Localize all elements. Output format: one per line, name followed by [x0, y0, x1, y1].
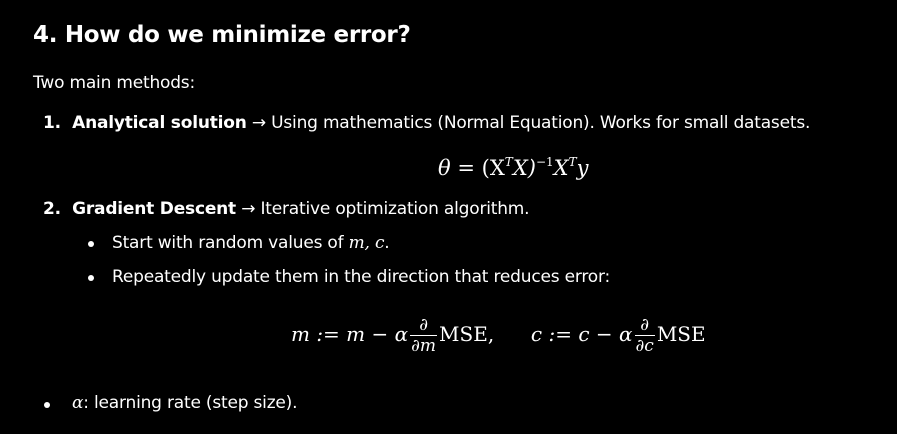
formula-x: X	[553, 156, 569, 180]
method-1-text: Using mathematics (Normal Equation). Works for small datasets.	[271, 113, 811, 133]
update-rules	[291, 315, 706, 356]
bullet-1-end: .	[384, 233, 390, 253]
equals-sign: =	[457, 156, 475, 180]
transpose-1: T	[504, 155, 513, 169]
method-2-arrow: →	[241, 199, 256, 219]
intro-text: Two main methods:	[33, 73, 195, 93]
transpose-2: T	[568, 155, 577, 169]
bullet-dot	[88, 241, 94, 247]
bullet-dot	[44, 402, 50, 408]
c-update-lhs: c := c − α	[530, 322, 633, 346]
method-1-line	[43, 113, 810, 133]
alpha-note-text: : learning rate (step size).	[83, 393, 298, 413]
alpha-note	[72, 393, 297, 413]
method-2-text: Iterative optimization algorithm.	[260, 199, 530, 219]
bullet-item-2: Repeatedly update them in the direction that reduces error:	[112, 267, 610, 287]
partial-m-fraction: $\frac{\partial}{\partial m}$	[411, 315, 437, 356]
bullet-item-1	[112, 233, 390, 253]
formula-mid: X)	[512, 156, 536, 180]
partial-c-fraction: $\frac{\partial}{\partial c}$	[635, 315, 654, 356]
method-1-number: 1.	[43, 113, 61, 133]
method-2-line	[43, 199, 529, 219]
alpha-symbol: α	[72, 393, 84, 413]
m-update-lhs: m := m − α	[291, 322, 409, 346]
formula-open: (X	[481, 156, 505, 180]
theta-symbol: θ	[438, 156, 451, 180]
bullet-1-math: m, c	[348, 233, 385, 253]
method-1-arrow: →	[251, 113, 266, 133]
normal-equation	[438, 156, 589, 180]
bullet-dot	[88, 275, 94, 281]
method-1-title: Analytical solution	[72, 113, 247, 133]
inverse-exponent: −1	[535, 155, 554, 169]
m-mse: MSE,	[439, 322, 495, 346]
c-mse: MSE	[656, 322, 706, 346]
section-heading: 4. How do we minimize error?	[33, 22, 411, 48]
formula-y: y	[576, 156, 589, 180]
bullet-1-text: Start with random values of	[112, 233, 349, 253]
method-2-number: 2.	[43, 199, 61, 219]
method-2-title: Gradient Descent	[72, 199, 236, 219]
